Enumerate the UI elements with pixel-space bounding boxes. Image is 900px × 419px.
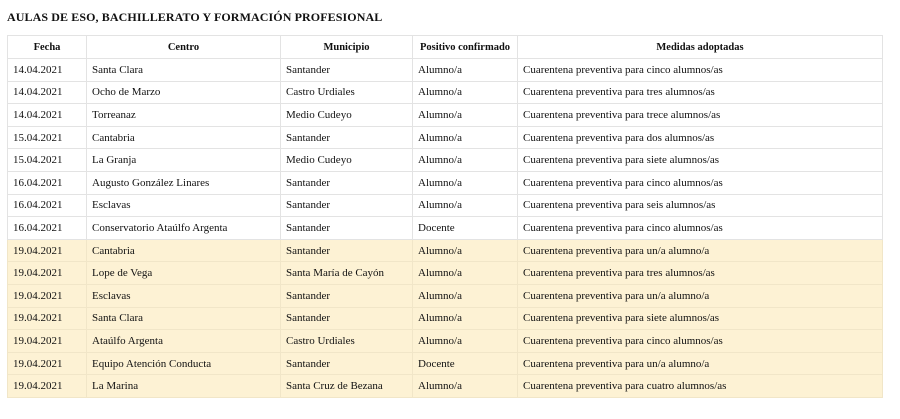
table-body	[8, 59, 883, 398]
cell-municipio: Santander	[281, 239, 413, 262]
table-row	[8, 171, 883, 194]
cell-positivo: Docente	[413, 352, 518, 375]
header-municipio: Municipio	[281, 36, 413, 59]
table-row	[8, 239, 883, 262]
cell-fecha: 14.04.2021	[8, 104, 87, 127]
cell-municipio: Santa María de Cayón	[281, 262, 413, 285]
cell-positivo: Alumno/a	[413, 284, 518, 307]
cell-centro: La Granja	[87, 149, 281, 172]
cell-municipio: Santander	[281, 352, 413, 375]
cell-positivo: Alumno/a	[413, 239, 518, 262]
header-fecha: Fecha	[8, 36, 87, 59]
table-row	[8, 217, 883, 240]
cell-medidas: Cuarentena preventiva para tres alumnos/as	[518, 81, 883, 104]
cell-positivo: Docente	[413, 217, 518, 240]
cell-positivo: Alumno/a	[413, 126, 518, 149]
cell-municipio: Santander	[281, 59, 413, 82]
cell-positivo: Alumno/a	[413, 194, 518, 217]
cell-medidas: Cuarentena preventiva para seis alumnos/as	[518, 194, 883, 217]
cell-positivo: Alumno/a	[413, 330, 518, 353]
cell-fecha: 16.04.2021	[8, 217, 87, 240]
cell-municipio: Medio Cudeyo	[281, 149, 413, 172]
cell-centro: Lope de Vega	[87, 262, 281, 285]
cell-positivo: Alumno/a	[413, 149, 518, 172]
covid-cases-table	[7, 35, 883, 398]
cell-medidas: Cuarentena preventiva para cuatro alumnos/as	[518, 375, 883, 398]
cell-positivo: Alumno/a	[413, 171, 518, 194]
table-row	[8, 284, 883, 307]
table-row	[8, 59, 883, 82]
cell-fecha: 19.04.2021	[8, 262, 87, 285]
cell-medidas: Cuarentena preventiva para un/a alumno/a	[518, 239, 883, 262]
cell-fecha: 14.04.2021	[8, 81, 87, 104]
cell-centro: Cantabria	[87, 126, 281, 149]
cell-positivo: Alumno/a	[413, 307, 518, 330]
table-row	[8, 352, 883, 375]
table-row	[8, 262, 883, 285]
table-row	[8, 149, 883, 172]
cell-centro: Augusto González Linares	[87, 171, 281, 194]
cell-municipio: Santander	[281, 217, 413, 240]
cell-medidas: Cuarentena preventiva para un/a alumno/a	[518, 284, 883, 307]
cell-centro: Torreanaz	[87, 104, 281, 127]
cell-municipio: Santander	[281, 284, 413, 307]
cell-municipio: Castro Urdiales	[281, 330, 413, 353]
cell-positivo: Alumno/a	[413, 104, 518, 127]
header-positivo: Positivo confirmado	[413, 36, 518, 59]
cell-centro: La Marina	[87, 375, 281, 398]
cell-medidas: Cuarentena preventiva para tres alumnos/as	[518, 262, 883, 285]
table-row	[8, 81, 883, 104]
cell-centro: Ataúlfo Argenta	[87, 330, 281, 353]
cell-municipio: Castro Urdiales	[281, 81, 413, 104]
cell-centro: Conservatorio Ataúlfo Argenta	[87, 217, 281, 240]
cell-fecha: 19.04.2021	[8, 284, 87, 307]
cell-fecha: 19.04.2021	[8, 352, 87, 375]
cell-fecha: 15.04.2021	[8, 126, 87, 149]
table-row	[8, 104, 883, 127]
table-row	[8, 307, 883, 330]
cell-medidas: Cuarentena preventiva para cinco alumnos/as	[518, 59, 883, 82]
cell-medidas: Cuarentena preventiva para un/a alumno/a	[518, 352, 883, 375]
cell-fecha: 19.04.2021	[8, 307, 87, 330]
section-title: AULAS DE ESO, BACHILLERATO Y FORMACIÓN PROFESIONAL	[7, 10, 383, 24]
cell-medidas: Cuarentena preventiva para siete alumnos/as	[518, 149, 883, 172]
header-medidas: Medidas adoptadas	[518, 36, 883, 59]
cell-fecha: 19.04.2021	[8, 239, 87, 262]
table-row	[8, 194, 883, 217]
cell-medidas: Cuarentena preventiva para cinco alumnos/as	[518, 171, 883, 194]
cell-centro: Santa Clara	[87, 307, 281, 330]
cell-municipio: Santander	[281, 126, 413, 149]
header-centro: Centro	[87, 36, 281, 59]
cell-positivo: Alumno/a	[413, 81, 518, 104]
cell-centro: Esclavas	[87, 284, 281, 307]
cell-centro: Ocho de Marzo	[87, 81, 281, 104]
cell-municipio: Santander	[281, 194, 413, 217]
cell-positivo: Alumno/a	[413, 59, 518, 82]
cell-medidas: Cuarentena preventiva para trece alumnos/as	[518, 104, 883, 127]
cell-fecha: 16.04.2021	[8, 171, 87, 194]
cell-municipio: Santa Cruz de Bezana	[281, 375, 413, 398]
table-row	[8, 375, 883, 398]
table-row	[8, 330, 883, 353]
cell-municipio: Santander	[281, 307, 413, 330]
cell-medidas: Cuarentena preventiva para siete alumnos/as	[518, 307, 883, 330]
cell-centro: Equipo Atención Conducta	[87, 352, 281, 375]
cell-fecha: 19.04.2021	[8, 330, 87, 353]
cell-centro: Esclavas	[87, 194, 281, 217]
cell-fecha: 14.04.2021	[8, 59, 87, 82]
cell-municipio: Santander	[281, 171, 413, 194]
cell-medidas: Cuarentena preventiva para cinco alumnos/as	[518, 217, 883, 240]
cell-municipio: Medio Cudeyo	[281, 104, 413, 127]
cell-centro: Cantabria	[87, 239, 281, 262]
cell-fecha: 15.04.2021	[8, 149, 87, 172]
cell-fecha: 19.04.2021	[8, 375, 87, 398]
cell-medidas: Cuarentena preventiva para cinco alumnos/as	[518, 330, 883, 353]
cell-fecha: 16.04.2021	[8, 194, 87, 217]
cell-positivo: Alumno/a	[413, 375, 518, 398]
cell-centro: Santa Clara	[87, 59, 281, 82]
table-row	[8, 126, 883, 149]
table-header-row	[8, 36, 883, 59]
cell-medidas: Cuarentena preventiva para dos alumnos/as	[518, 126, 883, 149]
cell-positivo: Alumno/a	[413, 262, 518, 285]
